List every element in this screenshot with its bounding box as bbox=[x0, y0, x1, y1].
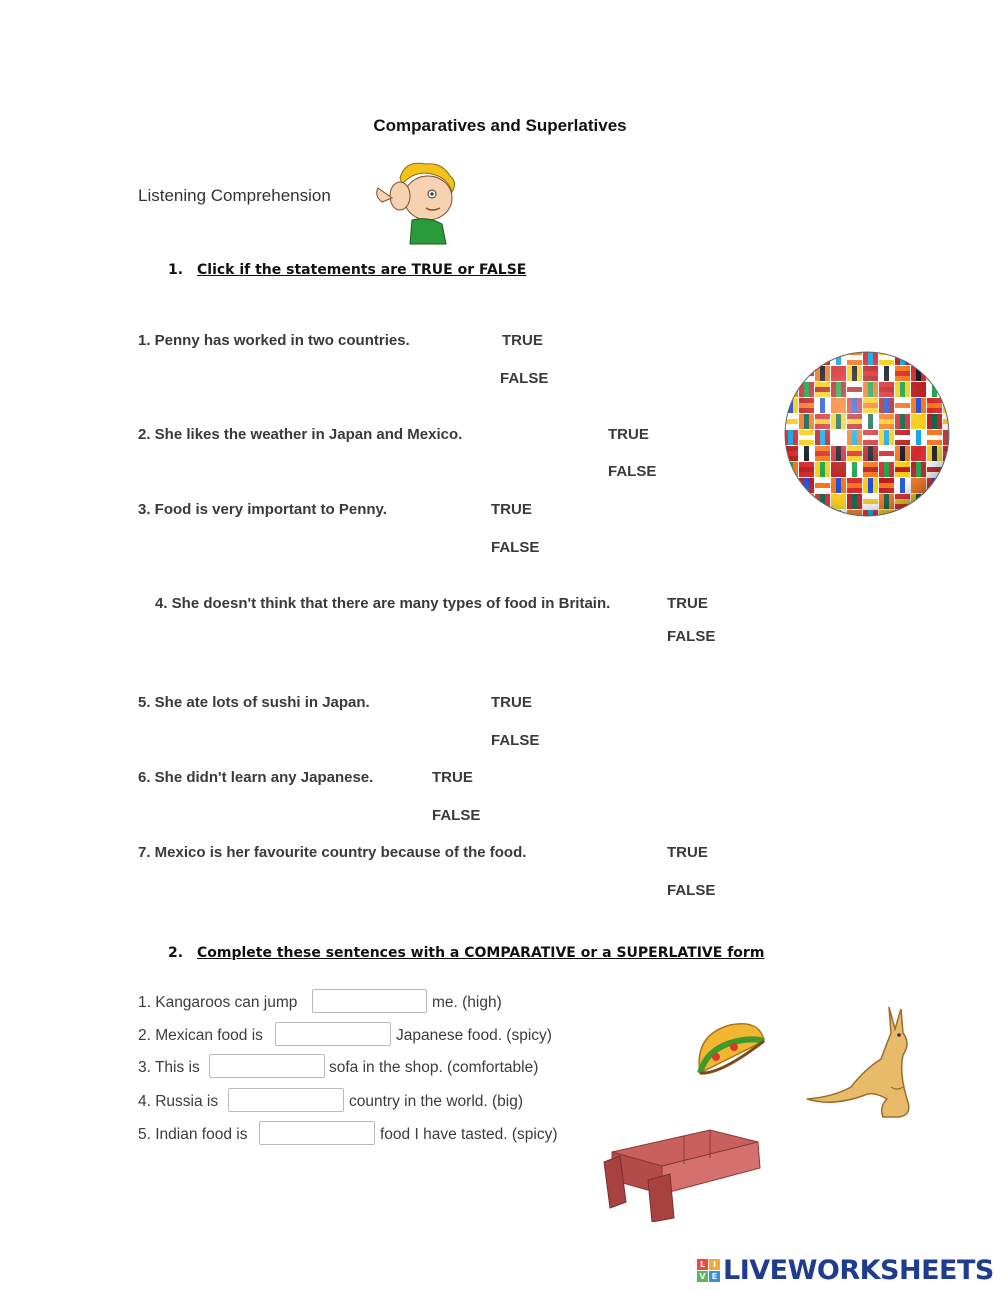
statement-5: 5. She ate lots of sushi in Japan. bbox=[138, 694, 370, 711]
statement-6: 6. She didn't learn any Japanese. bbox=[138, 769, 374, 786]
statement-7-false[interactable]: FALSE bbox=[667, 882, 716, 899]
statement-3-true[interactable]: TRUE bbox=[491, 501, 532, 518]
sentence-3-input[interactable] bbox=[209, 1054, 325, 1078]
section-1-number: 1. bbox=[168, 262, 184, 278]
statement-2-true[interactable]: TRUE bbox=[608, 426, 649, 443]
page-title: Comparatives and Superlatives bbox=[373, 116, 627, 135]
logo-badge-icon: L I V E bbox=[697, 1259, 720, 1282]
statement-3-false[interactable]: FALSE bbox=[491, 539, 540, 556]
statement-4: 4. She doesn't think that there are many types of food in Britain. bbox=[155, 595, 611, 612]
statement-7-true[interactable]: TRUE bbox=[667, 844, 708, 861]
statement-2-false[interactable]: FALSE bbox=[608, 463, 657, 480]
listening-boy-illustration bbox=[370, 158, 465, 248]
subtitle: Listening Comprehension bbox=[138, 186, 331, 205]
sentence-1-input[interactable] bbox=[312, 989, 427, 1013]
sentence-2-input[interactable] bbox=[275, 1022, 391, 1046]
sentence-3-after: sofa in the shop. (comfortable) bbox=[329, 1059, 539, 1076]
section-2-instruction: Complete these sentences with a COMPARATIVE or a SUPERLATIVE form bbox=[197, 945, 765, 961]
statement-1: 1. Penny has worked in two countries. bbox=[138, 332, 410, 349]
sentence-5-after: food I have tasted. (spicy) bbox=[380, 1126, 558, 1143]
statement-6-false[interactable]: FALSE bbox=[432, 807, 481, 824]
section-2-number: 2. bbox=[168, 945, 184, 961]
statement-5-false[interactable]: FALSE bbox=[491, 732, 540, 749]
sentence-5-before: 5. Indian food is bbox=[138, 1126, 248, 1143]
sentence-5-input[interactable] bbox=[259, 1121, 375, 1145]
statement-1-true[interactable]: TRUE bbox=[502, 332, 543, 349]
sentence-4-after: country in the world. (big) bbox=[349, 1093, 524, 1110]
taco-illustration bbox=[690, 1015, 770, 1085]
sentence-2-after: Japanese food. (spicy) bbox=[396, 1027, 552, 1044]
flag-globe-illustration bbox=[783, 350, 951, 518]
logo-text: LIVEWORKSHEETS bbox=[723, 1254, 994, 1286]
statement-6-true[interactable]: TRUE bbox=[432, 769, 473, 786]
sentence-1-before: 1. Kangaroos can jump bbox=[138, 994, 298, 1011]
statement-3: 3. Food is very important to Penny. bbox=[138, 501, 387, 518]
kangaroo-illustration bbox=[803, 1003, 923, 1123]
sentence-4-before: 4. Russia is bbox=[138, 1093, 219, 1110]
statement-5-true[interactable]: TRUE bbox=[491, 694, 532, 711]
sentence-2-before: 2. Mexican food is bbox=[138, 1027, 263, 1044]
sentence-4-input[interactable] bbox=[228, 1088, 344, 1112]
statement-4-true[interactable]: TRUE bbox=[667, 595, 708, 612]
sofa-illustration bbox=[600, 1122, 765, 1222]
statement-4-false[interactable]: FALSE bbox=[667, 628, 716, 645]
liveworksheets-logo bbox=[697, 1252, 994, 1288]
section-1-instruction: Click if the statements are TRUE or FALSE bbox=[197, 262, 527, 278]
statement-1-false[interactable]: FALSE bbox=[500, 370, 549, 387]
statement-2: 2. She likes the weather in Japan and Mexico. bbox=[138, 426, 463, 443]
statement-7: 7. Mexico is her favourite country because of the food. bbox=[138, 844, 527, 861]
sentence-1-after: me. (high) bbox=[432, 994, 502, 1011]
sentence-3-before: 3. This is bbox=[138, 1059, 200, 1076]
